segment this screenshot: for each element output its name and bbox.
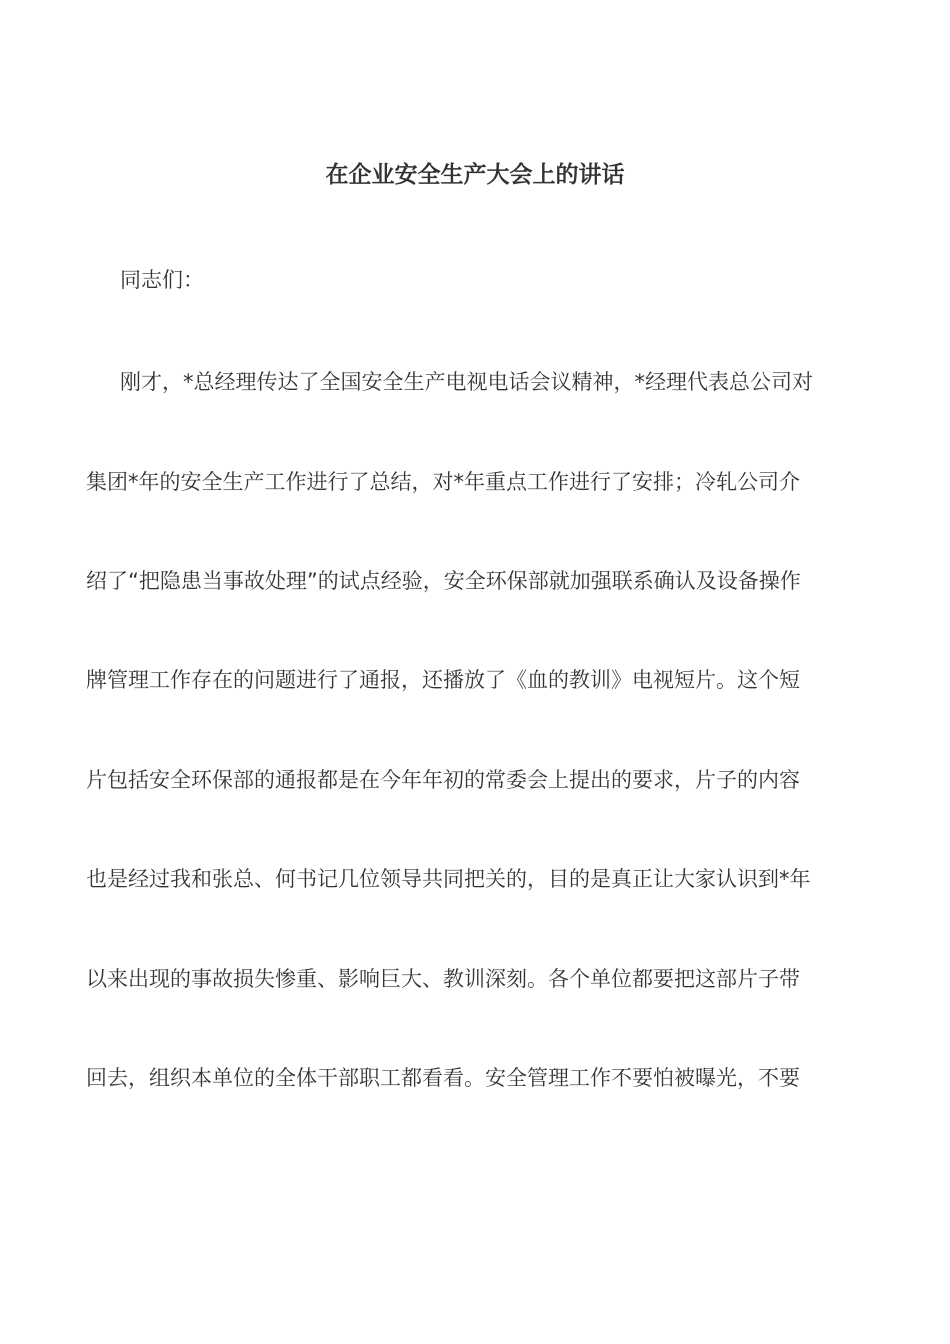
body-line: 以来出现的事故损失惨重、影响巨大、教训深刻。各个单位都要把这部片子带: [86, 967, 800, 991]
body-line: 集团*年的安全生产工作进行了总结，对*年重点工作进行了安排；冷轧公司介: [86, 470, 800, 494]
document-title: 在企业安全生产大会上的讲话: [325, 162, 625, 188]
salutation: 同志们：: [120, 268, 204, 292]
body-line: 刚才，*总经理传达了全国安全生产电视电话会议精神，*经理代表总公司对: [120, 370, 813, 394]
body-line: 牌管理工作存在的问题进行了通报，还播放了《血的教训》电视短片。这个短: [86, 668, 800, 692]
body-line: 也是经过我和张总、何书记几位领导共同把关的，目的是真正让大家认识到*年: [86, 867, 811, 891]
body-line: 绍了“把隐患当事故处理”的试点经验，安全环保部就加强联系确认及设备操作: [86, 569, 801, 593]
body-line: 回去，组织本单位的全体干部职工都看看。安全管理工作不要怕被曝光，不要: [86, 1066, 800, 1090]
body-line: 片包括安全环保部的通报都是在今年年初的常委会上提出的要求，片子的内容: [86, 768, 800, 792]
